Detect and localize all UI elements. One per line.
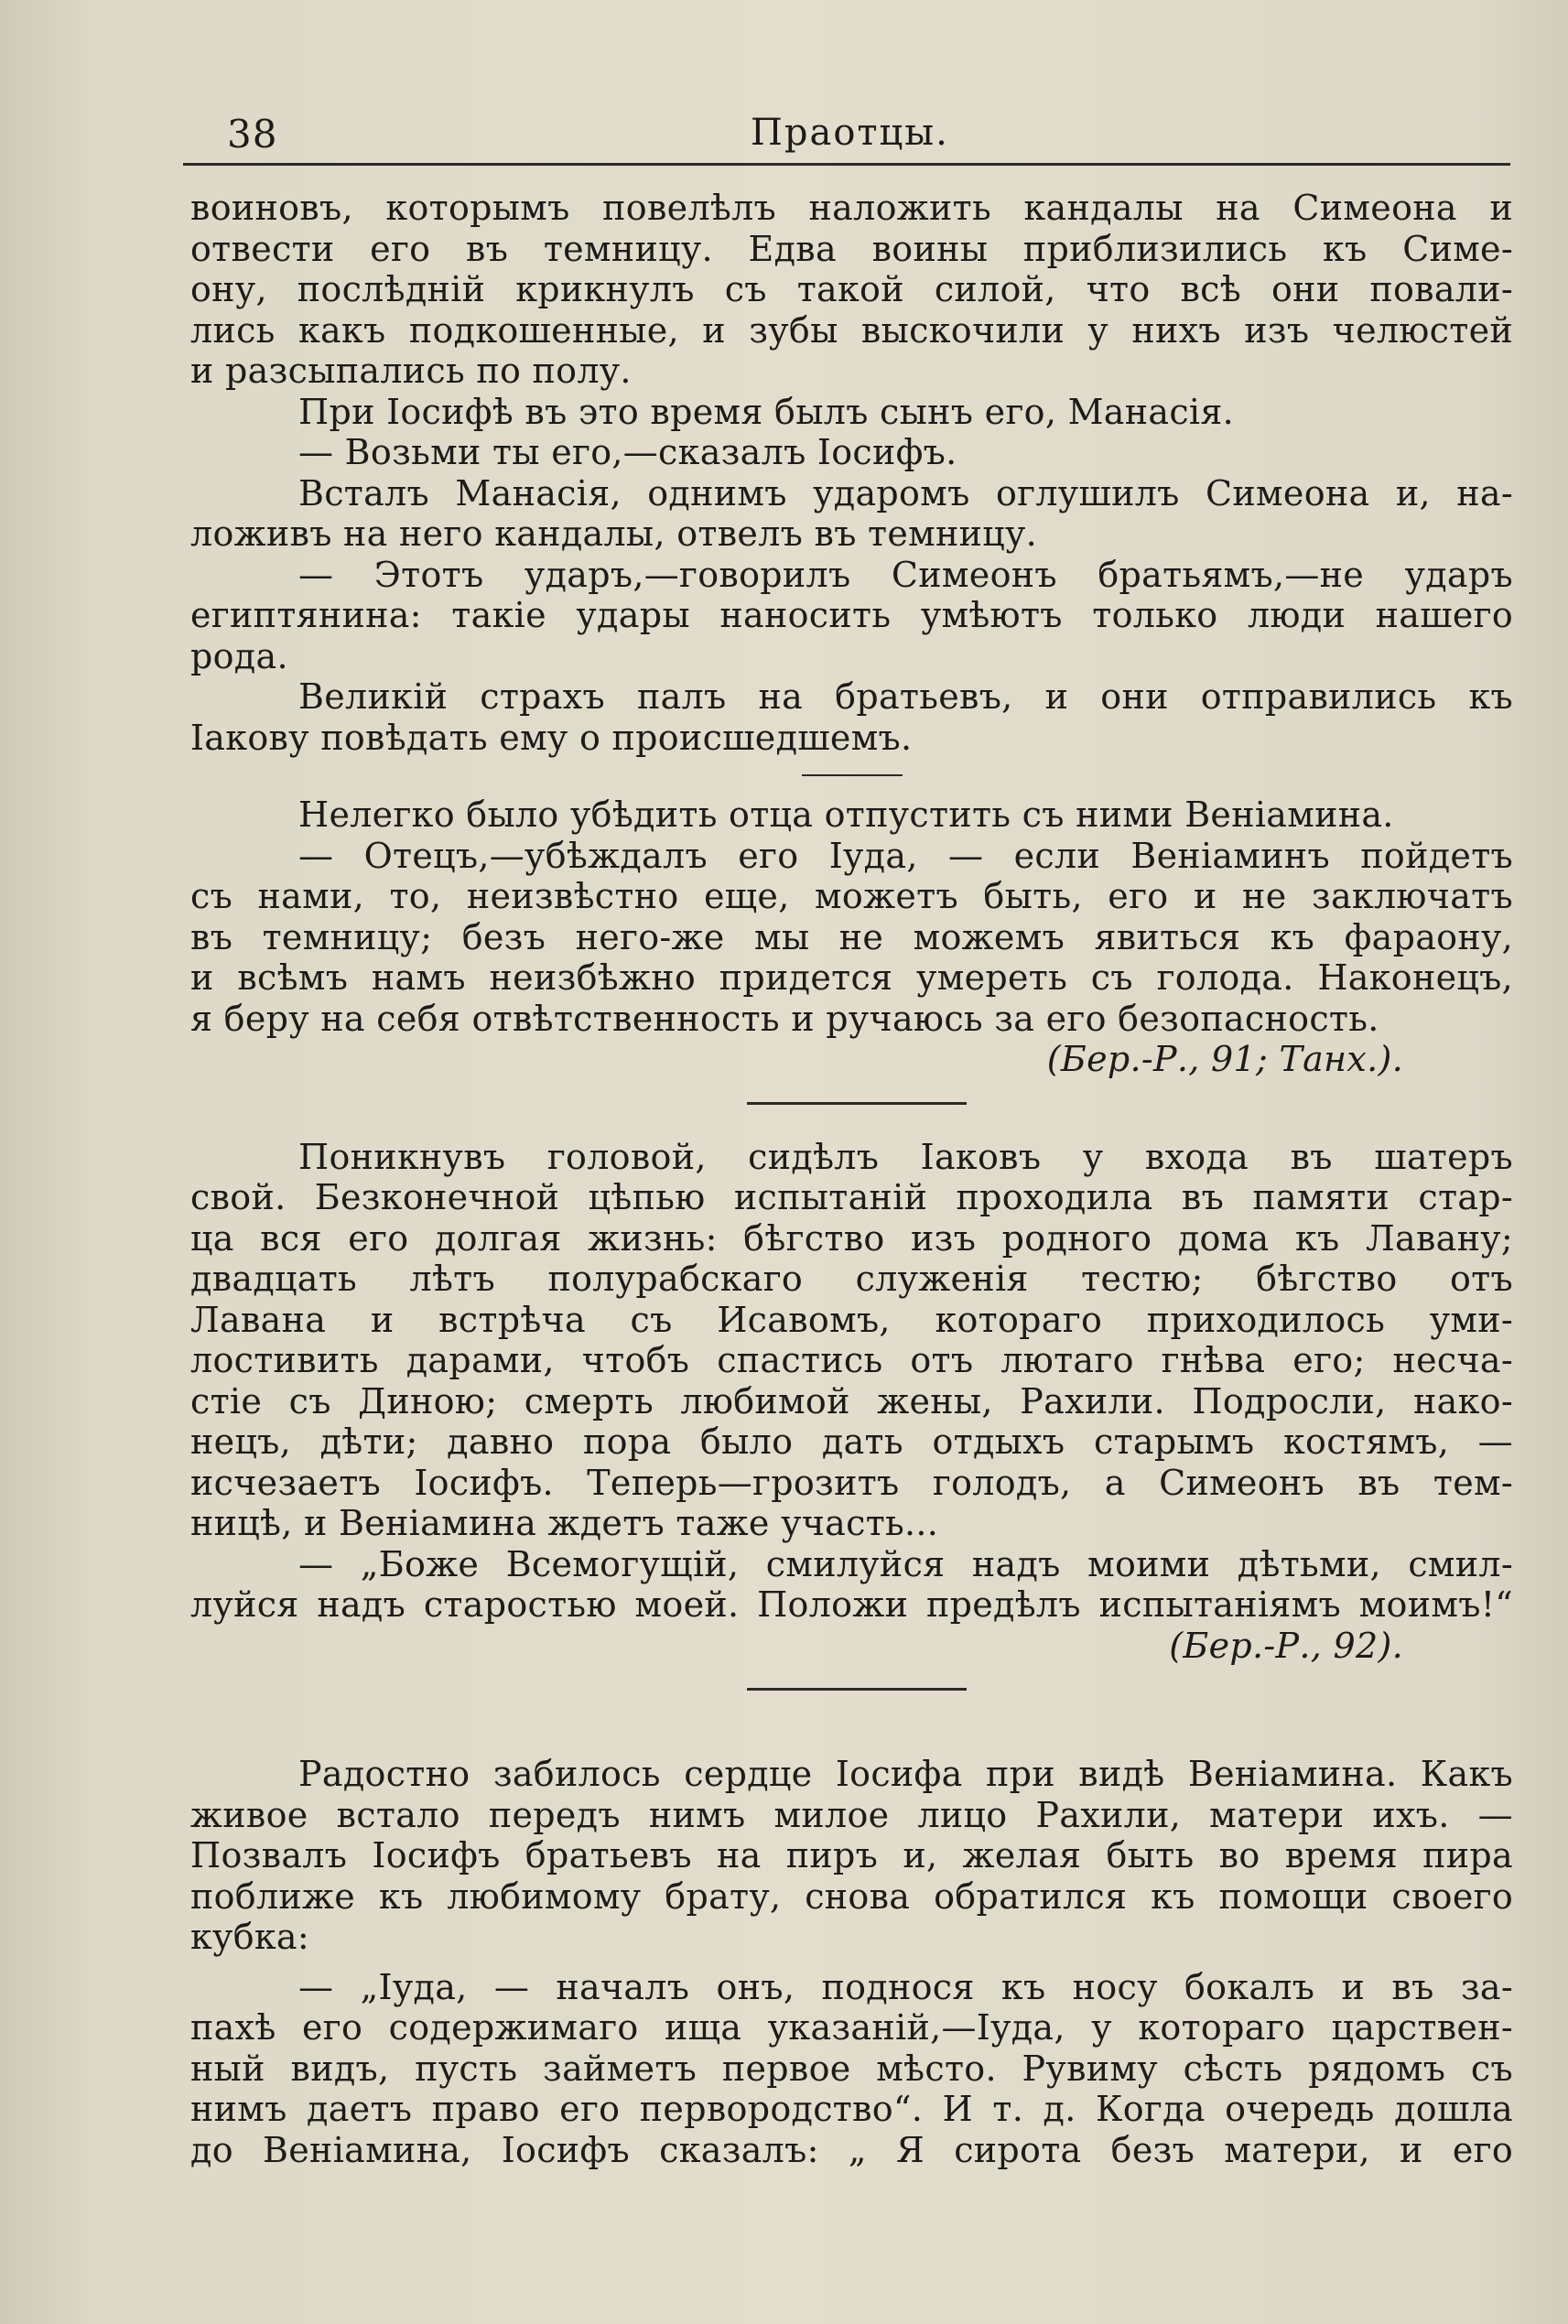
text-line: Радостно забилось сердце Іосифа при видѣ Веніамина. Какъ (298, 1754, 1513, 1794)
text-line: Великій страхъ палъ на братьевъ, и они отправились къ (298, 676, 1513, 717)
separator-rule (747, 1688, 967, 1691)
text-line: — „Іуда, — началъ онъ, поднося къ носу бокалъ и въ за- (298, 1966, 1513, 2007)
text-line: кубка: (190, 1917, 309, 1957)
text-line: рода. (190, 635, 288, 676)
section-separator (190, 1666, 1513, 1723)
separator-rule (802, 774, 903, 776)
text-line: Всталъ Манасія, однимъ ударомъ оглушилъ Симеона и, на- (298, 472, 1513, 513)
separator-rule (747, 1102, 967, 1105)
text-line: Позвалъ Іосифъ братьевъ на пиръ и, желая быть во время пира (190, 1835, 1513, 1875)
text-line: стіе съ Диною; смерть любимой жены, Рахили. Подросли, нако- (190, 1380, 1513, 1421)
text-line: При Іосифѣ въ это время былъ сынъ его, Манасія. (298, 391, 1235, 432)
vertical-gap (190, 1958, 1513, 1967)
section-separator (190, 758, 1513, 794)
text-line: — Возьми ты его,—сказалъ Іосифъ. (298, 432, 957, 472)
text-line: до Веніамина, Іосифъ сказалъ: „ Я сирота безъ матери, и его (190, 2129, 1513, 2170)
running-title: Праотцы. (751, 112, 949, 154)
section-separator (190, 1080, 1513, 1137)
text-line: поближе къ любимому брату, снова обратился къ помощи своего (190, 1875, 1513, 1917)
text-line: Поникнувъ головой, сидѣлъ Іаковъ у входа въ шатеръ (298, 1136, 1513, 1177)
text-line: ца вся его долгая жизнь: бѣгство изъ родного дома къ Лавану; (190, 1217, 1513, 1259)
text-line: живое встало передъ нимъ милое лицо Рахили, матери ихъ. — (190, 1794, 1513, 1835)
text-line: въ темницу; безъ него-же мы не можемъ явиться къ фараону, (190, 916, 1513, 957)
page-header (183, 108, 1510, 163)
text-line: нимъ даетъ право его первородство“. И т. д. Когда очередь дошла (190, 2089, 1513, 2129)
text-line: — „Боже Всемогущій, смилуйся надъ моими дѣтьми, смил- (298, 1543, 1513, 1584)
text-line: ону, послѣдній крикнулъ съ такой силой, что всѣ они повали- (190, 269, 1513, 309)
text-line: Нелегко было убѣдить отца отпустить съ ними Веніамина. (298, 794, 1394, 835)
text-line: египтянина: такіе удары наносить умѣютъ только люди нашего (190, 595, 1513, 635)
text-line: двадцать лѣтъ полурабскаго служенія тестю; бѣгство отъ (190, 1259, 1513, 1299)
text-line: ный видъ, пусть займетъ первое мѣсто. Рувиму сѣсть рядомъ съ (190, 2048, 1513, 2089)
text-line: отвести его въ темницу. Едва воины приблизились къ Симе- (190, 228, 1513, 269)
text-line: свой. Безконечной цѣпью испытаній проходила въ памяти стар- (190, 1177, 1513, 1217)
text-line: лостивить дарами, чтобъ спастись отъ лютаго гнѣва его; несча- (190, 1340, 1513, 1380)
text-line: — Этотъ ударъ,—говорилъ Симеонъ братьямъ,—не ударъ (298, 554, 1513, 595)
page-number: 38 (227, 112, 278, 157)
header-rule (183, 163, 1510, 166)
text-line: и всѣмъ намъ неизбѣжно придется умереть съ голода. Наконецъ, (190, 957, 1513, 998)
text-line: воиновъ, которымъ повелѣлъ наложить кандалы на Симеона и (190, 188, 1513, 228)
text-line: и разсыпались по полу. (190, 351, 632, 391)
text-line: я беру на себя отвѣтственность и ручаюсь за его безопасность. (190, 998, 1379, 1039)
citation-line: (Бер.-Р., 92). (1169, 1625, 1403, 1666)
text-line: лись какъ подкошенные, и зубы выскочили у нихъ изъ челюстей (190, 309, 1513, 351)
text-line: нецъ, дѣти; давно пора было дать отдыхъ старымъ костямъ, — (190, 1421, 1513, 1462)
text-line: исчезаетъ Іосифъ. Теперь—грозитъ голодъ, а Симеонъ въ тем- (190, 1462, 1513, 1503)
citation-line: (Бер.-Р., 91; Танх.). (1046, 1039, 1403, 1079)
text-line: Лавана и встрѣча съ Исавомъ, котораго приходилось уми- (190, 1299, 1513, 1340)
vertical-gap (190, 1723, 1513, 1754)
text-line: пахѣ его содержимаго ища указаній,—Іуда, у котораго царствен- (190, 2007, 1513, 2048)
text-line: — Отецъ,—убѣждалъ его Іуда, — если Веніаминъ пойдетъ (298, 835, 1513, 876)
text-line: съ нами, то, неизвѣстно еще, можетъ быть, его и не заключатъ (190, 876, 1513, 916)
text-line: луйся надъ старостью моей. Положи предѣлъ испытаніямъ моимъ!“ (190, 1584, 1513, 1625)
text-line: Іакову повѣдать ему о происшедшемъ. (190, 717, 913, 758)
text-line: ницѣ, и Веніамина ждетъ таже участь... (190, 1503, 939, 1543)
body-text (190, 188, 1513, 2170)
text-line: ложивъ на него кандалы, отвелъ въ темницу. (190, 513, 1038, 554)
